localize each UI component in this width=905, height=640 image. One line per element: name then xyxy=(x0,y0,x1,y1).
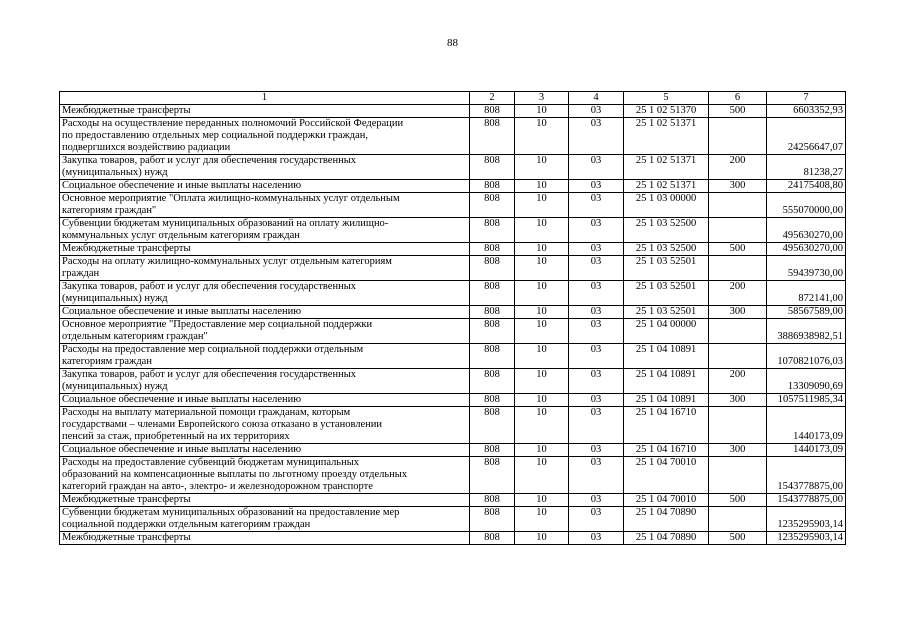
description-cell xyxy=(60,256,470,281)
description-cell xyxy=(60,494,470,507)
target-article-cell: 25 1 02 51370 xyxy=(624,105,709,118)
description-line: коммунальных услуг отдельным категориям граждан xyxy=(62,230,300,241)
description-line: Социальное обеспечение и иные выплаты населению xyxy=(62,444,302,455)
table-row xyxy=(60,507,846,532)
description-line: категорий граждан на авто-, электро- и железнодорожном транспорте xyxy=(62,481,373,492)
section-code-cell: 10 xyxy=(515,494,569,507)
ministry-code-cell: 808 xyxy=(470,180,515,193)
description-line: Закупка товаров, работ и услуг для обеспечения государственных xyxy=(62,155,357,166)
column-header: 1 xyxy=(60,92,470,105)
section-code-cell: 10 xyxy=(515,407,569,444)
section-code-cell: 10 xyxy=(515,281,569,306)
subsection-code-cell: 03 xyxy=(569,218,624,243)
description-line: Межбюджетные трансферты xyxy=(62,243,191,254)
column-header: 4 xyxy=(569,92,624,105)
subsection-code-cell: 03 xyxy=(569,457,624,494)
ministry-code-cell: 808 xyxy=(470,407,515,444)
ministry-code-cell: 808 xyxy=(470,369,515,394)
section-code-cell: 10 xyxy=(515,507,569,532)
amount-cell: 13309090,69 xyxy=(767,369,846,394)
description-cell xyxy=(60,457,470,494)
amount-cell: 1070821076,03 xyxy=(767,344,846,369)
description-line: (муниципальных) нужд xyxy=(62,381,168,392)
table-row xyxy=(60,193,846,218)
expense-type-cell: 300 xyxy=(709,306,767,319)
description-line: Расходы на осуществление переданных полномочий Российской Федерации xyxy=(62,118,404,129)
expense-type-cell: 500 xyxy=(709,105,767,118)
description-cell xyxy=(60,180,470,193)
ministry-code-cell: 808 xyxy=(470,256,515,281)
target-article-cell: 25 1 03 52500 xyxy=(624,243,709,256)
table-row xyxy=(60,306,846,319)
ministry-code-cell: 808 xyxy=(470,444,515,457)
table-row xyxy=(60,105,846,118)
subsection-code-cell: 03 xyxy=(569,105,624,118)
subsection-code-cell: 03 xyxy=(569,180,624,193)
target-article-cell: 25 1 03 52500 xyxy=(624,218,709,243)
table-row xyxy=(60,494,846,507)
ministry-code-cell: 808 xyxy=(470,218,515,243)
description-line: отдельным категориям граждан" xyxy=(62,331,208,342)
section-code-cell: 10 xyxy=(515,457,569,494)
subsection-code-cell: 03 xyxy=(569,281,624,306)
description-line: образований на компенсационные выплаты по льготному проезду отдельных xyxy=(62,469,408,480)
subsection-code-cell: 03 xyxy=(569,256,624,281)
section-code-cell: 10 xyxy=(515,444,569,457)
target-article-cell: 25 1 04 10891 xyxy=(624,394,709,407)
table-row xyxy=(60,243,846,256)
ministry-code-cell: 808 xyxy=(470,532,515,545)
section-code-cell: 10 xyxy=(515,344,569,369)
table-row xyxy=(60,319,846,344)
expense-type-cell: 500 xyxy=(709,243,767,256)
amount-cell: 3886938982,51 xyxy=(767,319,846,344)
target-article-cell: 25 1 04 70890 xyxy=(624,507,709,532)
description-cell xyxy=(60,105,470,118)
expense-type-cell: 300 xyxy=(709,180,767,193)
expense-type-cell xyxy=(709,507,767,532)
description-line: Расходы на выплату материальной помощи гражданам, которым xyxy=(62,407,351,418)
description-line: (муниципальных) нужд xyxy=(62,167,168,178)
expense-type-cell: 200 xyxy=(709,155,767,180)
target-article-cell: 25 1 03 52501 xyxy=(624,281,709,306)
amount-cell: 1543778875,00 xyxy=(767,457,846,494)
description-line: Социальное обеспечение и иные выплаты населению xyxy=(62,394,302,405)
expense-type-cell xyxy=(709,457,767,494)
table-row xyxy=(60,369,846,394)
ministry-code-cell: 808 xyxy=(470,281,515,306)
target-article-cell: 25 1 04 16710 xyxy=(624,444,709,457)
description-cell xyxy=(60,394,470,407)
section-code-cell: 10 xyxy=(515,105,569,118)
description-cell xyxy=(60,444,470,457)
section-code-cell: 10 xyxy=(515,155,569,180)
expense-type-cell: 300 xyxy=(709,444,767,457)
description-line: подвергшихся воздействию радиации xyxy=(62,142,231,153)
description-line: Закупка товаров, работ и услуг для обеспечения государственных xyxy=(62,369,357,380)
description-line: по предоставлению отдельных мер социальной поддержки граждан, xyxy=(62,130,369,141)
target-article-cell: 25 1 04 70010 xyxy=(624,494,709,507)
description-cell xyxy=(60,532,470,545)
column-header: 6 xyxy=(709,92,767,105)
subsection-code-cell: 03 xyxy=(569,319,624,344)
expense-type-cell: 200 xyxy=(709,281,767,306)
description-line: Субвенции бюджетам муниципальных образований на предоставление мер xyxy=(62,507,400,518)
expense-type-cell: 500 xyxy=(709,532,767,545)
expense-type-cell xyxy=(709,118,767,155)
target-article-cell: 25 1 03 52501 xyxy=(624,256,709,281)
description-line: Субвенции бюджетам муниципальных образований на оплату жилищно- xyxy=(62,218,389,229)
subsection-code-cell: 03 xyxy=(569,193,624,218)
ministry-code-cell: 808 xyxy=(470,105,515,118)
target-article-cell: 25 1 03 52501 xyxy=(624,306,709,319)
subsection-code-cell: 03 xyxy=(569,306,624,319)
expense-type-cell xyxy=(709,256,767,281)
section-code-cell: 10 xyxy=(515,180,569,193)
expense-type-cell xyxy=(709,407,767,444)
column-header: 2 xyxy=(470,92,515,105)
table-row xyxy=(60,444,846,457)
page-number: 88 xyxy=(447,37,458,49)
ministry-code-cell: 808 xyxy=(470,306,515,319)
table-row xyxy=(60,180,846,193)
budget-table xyxy=(59,91,846,545)
target-article-cell: 25 1 04 70010 xyxy=(624,457,709,494)
target-article-cell: 25 1 04 10891 xyxy=(624,369,709,394)
table-row xyxy=(60,218,846,243)
column-header: 7 xyxy=(767,92,846,105)
subsection-code-cell: 03 xyxy=(569,369,624,394)
amount-cell: 6603352,93 xyxy=(767,105,846,118)
subsection-code-cell: 03 xyxy=(569,118,624,155)
description-line: социальной поддержки отдельным категориям граждан xyxy=(62,519,311,530)
table-row xyxy=(60,532,846,545)
expense-type-cell xyxy=(709,344,767,369)
section-code-cell: 10 xyxy=(515,218,569,243)
amount-cell: 1235295903,14 xyxy=(767,507,846,532)
section-code-cell: 10 xyxy=(515,532,569,545)
description-cell xyxy=(60,507,470,532)
ministry-code-cell: 808 xyxy=(470,193,515,218)
subsection-code-cell: 03 xyxy=(569,394,624,407)
table-row xyxy=(60,118,846,155)
amount-cell: 1440173,09 xyxy=(767,407,846,444)
amount-cell: 1235295903,14 xyxy=(767,532,846,545)
description-cell xyxy=(60,306,470,319)
amount-cell: 1543778875,00 xyxy=(767,494,846,507)
expense-type-cell xyxy=(709,319,767,344)
amount-cell: 24256647,07 xyxy=(767,118,846,155)
section-code-cell: 10 xyxy=(515,319,569,344)
amount-cell: 24175408,80 xyxy=(767,180,846,193)
subsection-code-cell: 03 xyxy=(569,444,624,457)
subsection-code-cell: 03 xyxy=(569,507,624,532)
ministry-code-cell: 808 xyxy=(470,394,515,407)
amount-cell: 555070000,00 xyxy=(767,193,846,218)
target-article-cell: 25 1 02 51371 xyxy=(624,180,709,193)
expense-type-cell xyxy=(709,218,767,243)
expense-type-cell: 500 xyxy=(709,494,767,507)
subsection-code-cell: 03 xyxy=(569,532,624,545)
description-line: Межбюджетные трансферты xyxy=(62,532,191,543)
table-row xyxy=(60,457,846,494)
description-line: государствами – членами Европейского союза отказано в установлении xyxy=(62,419,383,430)
description-cell xyxy=(60,407,470,444)
ministry-code-cell: 808 xyxy=(470,344,515,369)
description-line: Межбюджетные трансферты xyxy=(62,105,191,116)
ministry-code-cell: 808 xyxy=(470,155,515,180)
section-code-cell: 10 xyxy=(515,256,569,281)
ministry-code-cell: 808 xyxy=(470,457,515,494)
target-article-cell: 25 1 02 51371 xyxy=(624,155,709,180)
section-code-cell: 10 xyxy=(515,394,569,407)
subsection-code-cell: 03 xyxy=(569,243,624,256)
ministry-code-cell: 808 xyxy=(470,507,515,532)
description-line: Основное мероприятие "Предоставление мер социальной поддержки xyxy=(62,319,373,330)
subsection-code-cell: 03 xyxy=(569,344,624,369)
description-cell xyxy=(60,193,470,218)
subsection-code-cell: 03 xyxy=(569,494,624,507)
amount-cell: 81238,27 xyxy=(767,155,846,180)
table-row xyxy=(60,344,846,369)
column-header: 3 xyxy=(515,92,569,105)
description-cell xyxy=(60,344,470,369)
description-line: Закупка товаров, работ и услуг для обеспечения государственных xyxy=(62,281,357,292)
section-code-cell: 10 xyxy=(515,369,569,394)
amount-cell: 1440173,09 xyxy=(767,444,846,457)
subsection-code-cell: 03 xyxy=(569,407,624,444)
section-code-cell: 10 xyxy=(515,243,569,256)
description-line: пенсий за стаж, приобретенный на их территориях xyxy=(62,431,290,442)
description-line: категориям граждан" xyxy=(62,205,157,216)
description-line: Расходы на оплату жилищно-коммунальных услуг отдельным категориям xyxy=(62,256,392,267)
target-article-cell: 25 1 04 16710 xyxy=(624,407,709,444)
expense-type-cell: 200 xyxy=(709,369,767,394)
target-article-cell: 25 1 03 00000 xyxy=(624,193,709,218)
expense-type-cell xyxy=(709,193,767,218)
section-code-cell: 10 xyxy=(515,118,569,155)
target-article-cell: 25 1 04 70890 xyxy=(624,532,709,545)
ministry-code-cell: 808 xyxy=(470,319,515,344)
table-header-row xyxy=(60,92,846,105)
ministry-code-cell: 808 xyxy=(470,243,515,256)
expense-type-cell: 300 xyxy=(709,394,767,407)
target-article-cell: 25 1 02 51371 xyxy=(624,118,709,155)
description-cell xyxy=(60,155,470,180)
description-cell xyxy=(60,281,470,306)
amount-cell: 59439730,00 xyxy=(767,256,846,281)
ministry-code-cell: 808 xyxy=(470,494,515,507)
description-cell xyxy=(60,118,470,155)
table-row xyxy=(60,155,846,180)
section-code-cell: 10 xyxy=(515,306,569,319)
amount-cell: 58567589,00 xyxy=(767,306,846,319)
amount-cell: 495630270,00 xyxy=(767,243,846,256)
description-line: граждан xyxy=(62,268,100,279)
description-line: Социальное обеспечение и иные выплаты населению xyxy=(62,306,302,317)
description-cell xyxy=(60,218,470,243)
description-cell xyxy=(60,369,470,394)
description-cell xyxy=(60,243,470,256)
section-code-cell: 10 xyxy=(515,193,569,218)
table-row xyxy=(60,394,846,407)
description-line: Межбюджетные трансферты xyxy=(62,494,191,505)
description-line: Социальное обеспечение и иные выплаты населению xyxy=(62,180,302,191)
description-line: Расходы на предоставление субвенций бюджетам муниципальных xyxy=(62,457,360,468)
description-line: (муниципальных) нужд xyxy=(62,293,168,304)
ministry-code-cell: 808 xyxy=(470,118,515,155)
subsection-code-cell: 03 xyxy=(569,155,624,180)
amount-cell: 1057511985,34 xyxy=(767,394,846,407)
target-article-cell: 25 1 04 10891 xyxy=(624,344,709,369)
amount-cell: 872141,00 xyxy=(767,281,846,306)
description-cell xyxy=(60,319,470,344)
description-line: Расходы на предоставление мер социальной поддержки отдельным xyxy=(62,344,364,355)
table-row xyxy=(60,281,846,306)
target-article-cell: 25 1 04 00000 xyxy=(624,319,709,344)
description-line: категориям граждан xyxy=(62,356,152,367)
column-header: 5 xyxy=(624,92,709,105)
amount-cell: 495630270,00 xyxy=(767,218,846,243)
description-line: Основное мероприятие "Оплата жилищно-коммунальных услуг отдельным xyxy=(62,193,400,204)
table-row xyxy=(60,256,846,281)
table-row xyxy=(60,407,846,444)
